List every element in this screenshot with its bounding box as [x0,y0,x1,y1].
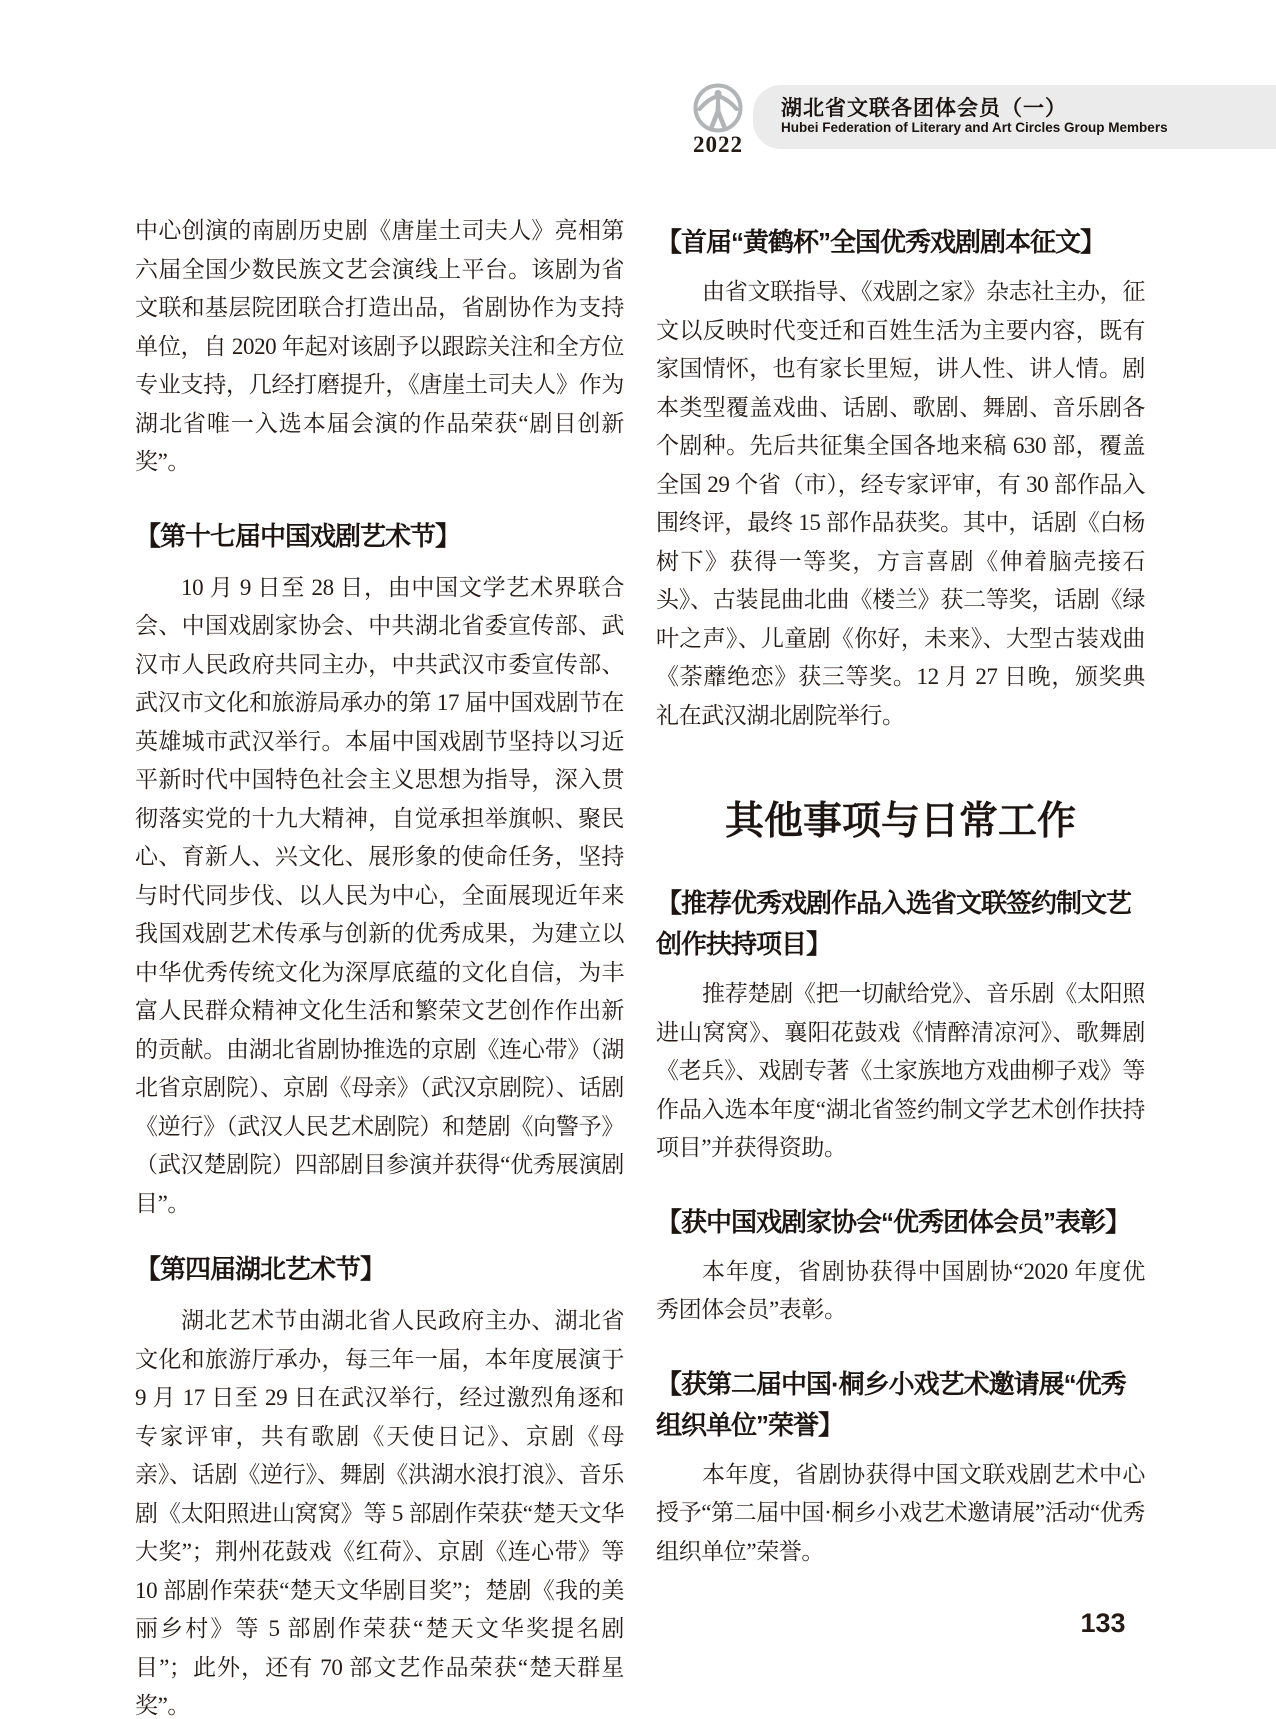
section-heading-17th-china-theatre-festival: 【第十七届中国戏剧艺术节】 [135,520,461,551]
right-column [656,222,1145,1571]
lead-paragraph: 中心创演的南剧历史剧《唐崖土司夫人》亮相第六届全国少数民族文艺会演线上平台。该剧为省文联和基层院团联合打造出品，省剧协作为支持单位，自 2020 年起对该剧予以跟踪关注和全方位专业支持，几经打磨提升，《唐崖土司夫人》作为湖北省唯一入选本届会演的作品荣获“剧目创新奖”。 [135,218,624,474]
chapter-heading-other-matters: 其他事项与日常工作 [724,800,1076,843]
left-column [135,212,624,1719]
section-heading-tongxiang-small-opera-honor: 【获第二届中国·桐乡小戏艺术邀请展“优秀组织单位”荣誉】 [656,1368,1126,1440]
header-title-en: Hubei Federation of Literary and Art Circles Group Members [781,120,1168,135]
section-heading-recommended-works-support-program: 【推荐优秀戏剧作品入选省文联签约制文艺创作扶持项目】 [656,888,1132,959]
federation-logo-icon [692,82,744,136]
section-body-4th-hubei-art-festival: 湖北艺术节由湖北省人民政府主办、湖北省文化和旅游厅承办，每三年一届，本年度展演于 9 月 17 日至 29 日在武汉举行，经过激烈角逐和专家评审，共有歌剧《天使日记》、京剧《母亲》、话剧《逆行》、舞剧《洪湖水浪打浪》、音乐剧《太阳照进山窝窝》等 5 部剧作荣获“楚天文华大奖”；荆州花鼓戏《红荷》、京剧《连心带》等 10 部剧作荣获“楚天文华剧目奖”；楚剧《我的美丽乡村》等 5 部剧作荣获“楚天文华奖提名剧目”；此外，还有 70 部文艺作品荣获“楚天群星奖”。 [135,1308,624,1718]
section-body-huanghe-cup-script-competition: 由省文联指导、《戏剧之家》杂志社主办，征文以反映时代变迁和百姓生活为主要内容，既有家国情怀，也有家长里短，讲人性、讲人情。剧本类型覆盖戏曲、话剧、歌剧、舞剧、音乐剧各个剧种。先后共征集全国各地来稿 630 部，覆盖全国 29 个省（市），经专家评审，有 30 部作品入围终评，最终 15 部作品获奖。其中，话剧《白杨树下》获得一等奖，方言喜剧《伸着脑壳接石头》、古装昆曲北曲《楼兰》获二等奖，话剧《绿叶之声》、儿童剧《你好，未来》、大型古装戏曲《荼蘼绝恋》获三等奖。12 月 27 日晚，颁奖典礼在武汉湖北剧院举行。 [656,279,1145,728]
section-heading-4th-hubei-art-festival: 【第四届湖北艺术节】 [135,1254,386,1284]
section-body-recommended-works-support-program: 推荐楚剧《把一切献给党》、音乐剧《太阳照进山窝窝》、襄阳花鼓戏《情醉清凉河》、歌舞剧《老兵》、戏剧专著《土家族地方戏曲柳子戏》等作品入选本年度“湖北省签约制文学艺术创作扶持项目”并获得资助。 [656,981,1145,1160]
section-body-17th-china-theatre-festival: 10 月 9 日至 28 日，由中国文学艺术界联合会、中国戏剧家协会、中共湖北省委宣传部、武汉市人民政府共同主办，中共武汉市委宣传部、武汉市文化和旅游局承办的第 17 届中国戏剧节在英雄城市武汉举行。本届中国戏剧节坚持以习近平新时代中国特色社会主义思想为指导，深入贯彻落实党的十九大精神，自觉承担举旗帜、聚民心、育新人、兴文化、展形象的使命任务，坚持与时代同步伐、以人民为中心，全面展现近年来我国戏剧艺术传承与创新的优秀成果，为建立以中华优秀传统文化为深厚底蕴的文化自信，为丰富人民群众精神文化生活和繁荣文艺创作作出新的贡献。由湖北省剧协推选的京剧《连心带》（湖北省京剧院）、京剧《母亲》（武汉京剧院）、话剧《逆行》（武汉人民艺术剧院）和楚剧《向警予》（武汉楚剧院）四部剧目参演并获得“优秀展演剧目”。 [135,574,624,1216]
section-body-tongxiang-small-opera-honor: 本年度，省剧协获得中国文联戏剧艺术中心授予“第二届中国·桐乡小戏艺术邀请展”活动“优秀组织单位”荣誉。 [656,1461,1145,1564]
section-heading-huanghe-cup-script-competition: 【首届“黄鹤杯”全国优秀戏剧剧本征文】 [656,227,1106,257]
header-title-cn: 湖北省文联各团体会员（一） [781,97,1067,120]
section-body-outstanding-group-member-award: 本年度，省剧协获得中国剧协“2020 年度优秀团体会员”表彰。 [656,1258,1145,1322]
page-number: 133 [1080,1608,1126,1638]
logo-year: 2022 [693,132,743,157]
section-heading-outstanding-group-member-award: 【获中国戏剧家协会“优秀团体会员”表彰】 [656,1206,1131,1237]
